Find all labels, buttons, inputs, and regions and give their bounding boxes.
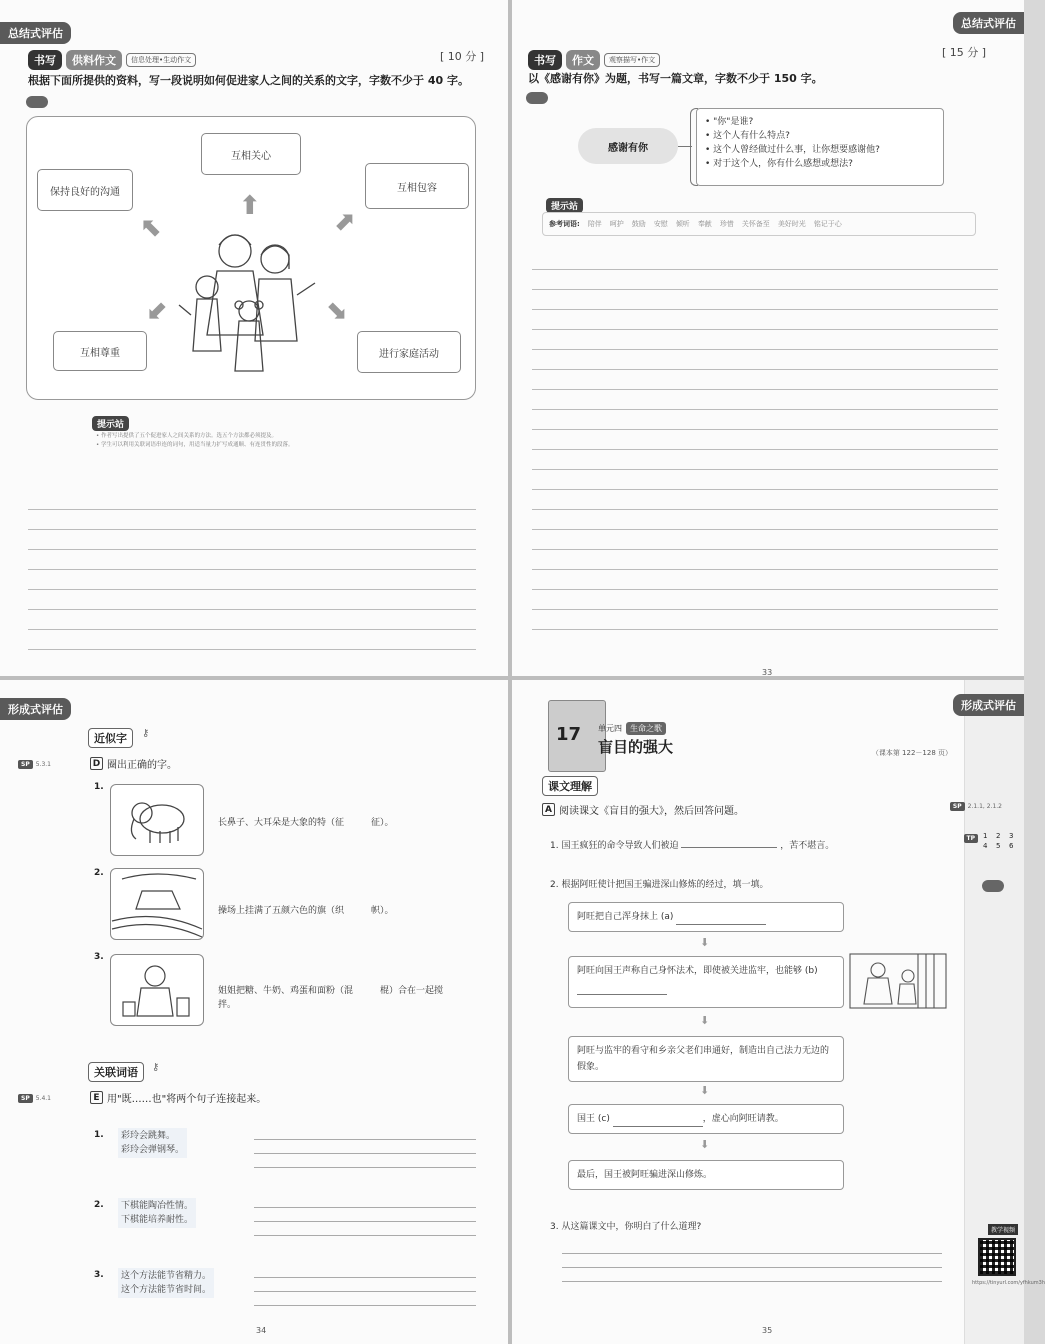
girl-baking-icon [117,958,197,1022]
page-number: 33 [762,668,773,677]
flow-step-5: 最后，国王被阿旺骗进深山修炼。 [568,1160,844,1190]
label-writing: 书写 [28,50,62,70]
unit-label: 单元四 生命之歌 [598,722,666,735]
assessment-tab: 总结式评估 [0,22,71,44]
q1-blank[interactable] [681,838,777,848]
q3-lines[interactable] [562,1240,942,1282]
prison-illustration [848,952,948,1010]
e-item-2-sentences: 下棋能陶冶性情。 下棋能培养耐性。 [118,1198,196,1228]
arrow-downleft-icon: ⬋ [147,295,169,325]
writing-lines[interactable] [28,490,476,650]
page-number: 35 [762,1326,773,1335]
qr-label: 教学视频 [988,1224,1018,1235]
key-icon: ⚷ [152,1062,160,1073]
sp-code: SP 5.4.1 [18,1094,51,1103]
skill-tag: 信息处理•生动作文 [126,53,196,67]
page-top-right [512,0,1024,676]
sp-code: SP 2.1.1, 2.1.2 [950,802,1002,811]
q2: 2. 根据阿旺使计把国王骗进深山修炼的经过，填一填。 [550,880,769,890]
flow-step-1[interactable]: 阿旺把自己浑身抹上 (a) [568,902,844,932]
e-instruction: E 用"既……也"将两个句子连接起来。 [90,1090,266,1105]
e-item-1-sentences: 彩玲会跳舞。 彩玲会弹钢琴。 [118,1128,187,1158]
instruction: 根据下面所提供的资料，写一段说明如何促进家人之间的关系的文字，字数不少于 40 字。 [28,74,469,87]
key-icon: ⚷ [142,728,150,739]
baking-picture [110,954,204,1026]
assessment-tab: 形成式评估 [0,698,71,720]
writing-lines[interactable] [532,250,998,630]
cloud-icon [982,880,1004,892]
family-diagram [26,116,476,400]
assessment-tab: 形成式评估 [953,694,1024,716]
arrow-down-icon: ⬇ [700,936,710,949]
instruction: 以《感谢有你》为题，书写一篇文章，字数不少于 150 字。 [528,72,823,85]
topic-bubble: 感谢有你 [578,128,678,164]
qr-url[interactable]: https://tinyurl.com/yfhkum3h [972,1280,1045,1286]
page-bottom-left [0,680,508,1344]
e-item-3-sentences: 这个方法能节省精力。 这个方法能节省时间。 [118,1268,214,1298]
flow-step-2[interactable]: 阿旺向国王声称自己身怀法术，即使被关进监牢，也能够 (b) [568,956,844,1008]
arrow-up-icon: ⬆ [239,191,261,221]
tip-station [92,416,129,431]
cloud-icon [26,96,48,108]
arrow-down-icon: ⬇ [700,1084,710,1097]
e-item-3-lines[interactable] [254,1264,476,1306]
box-communication: 保持良好的沟通 [37,169,133,211]
box-respect: 互相尊重 [53,331,147,371]
lesson-number: 17 [556,724,582,745]
item-number: 1. [94,1130,104,1140]
elephant-picture [110,784,204,856]
section-header [528,50,660,70]
label-writing: 书写 [528,50,562,70]
arrow-upright-icon: ⬈ [333,207,355,237]
flags-field-icon [112,869,202,939]
label-type: 作文 [566,50,600,70]
section-comprehension: 课文理解 [542,776,598,796]
reference-words: 参考词语: 陪伴 呵护 鼓励 安慰 倾听 奉献 珍惜 关怀备至 美好时光 铭记于心 [542,212,976,236]
d-item-3-text[interactable]: 姐姐把糖、牛奶、鸡蛋和面粉（混 棍）合在一起搅拌。 [218,986,444,1010]
tip-station [546,198,583,213]
label-type: 供料作文 [66,50,122,70]
d-item-2-text[interactable]: 操场上挂满了五颜六色的旗（织 帜）。 [218,906,394,916]
box-tolerance: 互相包容 [365,163,469,209]
arrow-down-icon: ⬇ [700,1138,710,1151]
score: [ 10 分 ] [440,50,485,63]
family-illustration [177,225,327,391]
qr-code[interactable] [978,1238,1016,1276]
e-item-1-lines[interactable] [254,1126,476,1168]
page-bottom-right [512,680,1045,1344]
tip-label: 提示站 [546,198,583,213]
page-number: 34 [256,1326,267,1335]
item-number: 2. [94,1200,104,1210]
box-care: 互相关心 [201,133,301,175]
guide-questions: • "你"是谁? • 这个人有什么特点? • 这个人曾经做过什么事，让你想要感谢他? • 对于这个人，你有什么感想或想法? [696,108,944,186]
tp-label: TP [964,834,979,843]
d-instruction: D 圈出正确的字。 [90,756,177,771]
q3: 3. 从这篇课文中，你明白了什么道理? [550,1222,702,1232]
tip-text: • 作者写出提供了五个促进家人之间关系的方法。选五个方法都必须提及。 • 学生可以利用关联词语串连的词句，用适当量力扩写成通顺、有连贯性的段落。 [96,433,294,448]
arrow-upleft-icon: ⬉ [141,213,163,243]
score: [ 15 分 ] [942,46,987,59]
flow-step-3: 阿旺与监牢的看守和乡亲父老们串通好，制造出自己法力无边的假象。 [568,1036,844,1082]
item-number: 3. [94,1270,104,1280]
page-top-left [0,0,508,676]
cloud-icon [526,92,548,104]
e-item-2-lines[interactable] [254,1194,476,1236]
section-similar-chars: 近似字 [88,728,133,748]
arrow-down-icon: ⬇ [700,1014,710,1027]
q1: 1. 国王疯狂的命令导致人们被迫 ，苦不堪言。 [550,838,834,853]
field-picture [110,868,204,940]
sp-code: SP 5.3.1 [18,760,51,769]
flow-step-4[interactable]: 国王 (c) ，虚心向阿旺请教。 [568,1104,844,1134]
a-instruction: A 阅读课文《盲目的强大》，然后回答问题。 [542,802,744,817]
section-connectives: 关联词语 [88,1062,144,1082]
box-activities: 进行家庭活动 [357,331,461,373]
tp-levels: 1 2 3 4 5 6 [983,832,1014,850]
assessment-tab: 总结式评估 [953,12,1024,34]
item-number: 1. [94,782,104,792]
tip-label: 提示站 [92,416,129,431]
item-number: 3. [94,952,104,962]
section-header [28,50,196,70]
elephant-icon [122,793,192,847]
textbook-pages: （课本第 122－128 页） [871,749,952,757]
d-item-1-text[interactable]: 长鼻子、大耳朵是大象的特（征 征）。 [218,818,394,828]
skill-tag: 观察描写•作文 [604,53,660,67]
lesson-title: 盲目的强大 [598,738,674,756]
item-number: 2. [94,868,104,878]
arrow-downright-icon: ⬊ [325,295,347,325]
